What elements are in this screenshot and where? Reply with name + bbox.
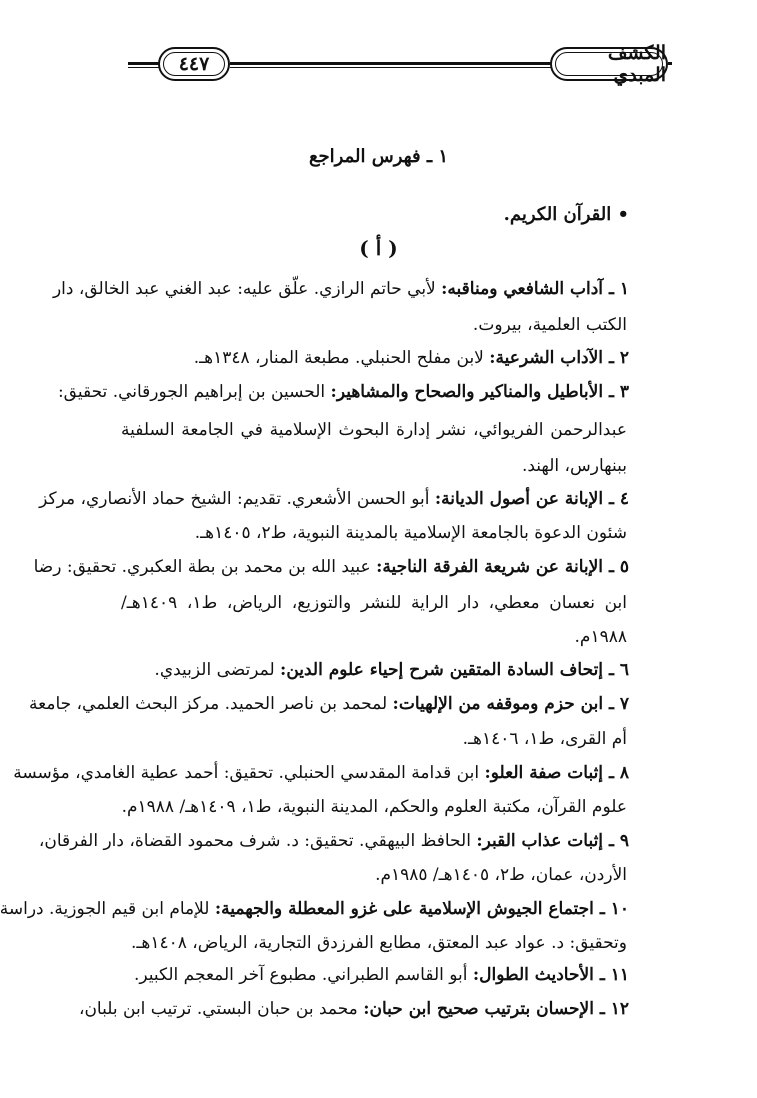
list-item-continuation: الأردن، عمان، ط٢، ١٤٠٥هـ/ ١٩٨٥م. (375, 865, 627, 885)
section-heading: ١ ـ فهرس المراجع (308, 146, 449, 167)
list-item: ٢ ـ الآداب الشرعية: لابن مفلح الحنبلي. مطبعة المنار، ١٣٤٨هـ. (193, 348, 629, 368)
quran-line: • القرآن الكريم. (503, 204, 629, 225)
list-item: ٥ ـ الإبانة عن شريعة الفرقة الناجية: عبيد الله بن محمد بن بطة العكبري. تحقيق: رضا (33, 557, 629, 577)
list-item: ٦ ـ إتحاف السادة المتقين شرح إحياء علوم الدين: لمرتضى الزبيدي. (154, 660, 629, 680)
book-title-box (550, 42, 668, 86)
list-item: ٩ ـ إثبات عذاب القبر: الحافظ البيهقي. تحقيق: د. شرف محمود القضاة، دار الفرقان، (38, 831, 629, 851)
list-item: ٧ ـ ابن حزم وموقفه من الإلهيات: لمحمد بن ناصر الحميد. مركز البحث العلمي، جامعة (29, 694, 629, 714)
running-header (0, 38, 757, 88)
list-item: ٣ ـ الأباطيل والمناكير والصحاح والمشاهير: الحسين بن إبراهيم الجورقاني. تحقيق: (57, 382, 629, 402)
header-rule-right (668, 62, 672, 65)
list-item-continuation: علوم القرآن، مكتبة العلوم والحكم، المدينة النبوية، ط١، ١٤٠٩هـ/ ١٩٨٨م. (121, 797, 627, 817)
book-title: الكشف المبدي (607, 42, 666, 86)
list-item: ١١ ـ الأحاديث الطوال: أبو القاسم الطبراني. مطبوع آخر المعجم الكبير. (133, 965, 629, 985)
header-rule-middle (230, 62, 552, 65)
header-rule-left-thin (128, 67, 160, 68)
list-item-continuation: وتحقيق: د. عواد عبد المعتق، مطابع الفرزدق التجارية، الرياض، ١٤٠٨هـ. (130, 933, 627, 953)
letter-heading: ( أ ) (359, 236, 398, 260)
list-item: ٤ ـ الإبانة عن أصول الديانة: أبو الحسن الأشعري. تقديم: الشيخ حماد الأنصاري، مركز (39, 489, 629, 509)
list-item-continuation: الكتب العلمية، بيروت. (472, 315, 627, 335)
list-item-continuation: ابن نعسان معطي، دار الراية للنشر والتوزيع، الرياض، ط١، ١٤٠٩هـ/ (121, 593, 628, 613)
list-item: ١ ـ آداب الشافعي ومناقبه: لأبي حاتم الرازي. علّق عليه: عبد الغني عبد الخالق، دار (52, 279, 629, 299)
header-rule-left (128, 62, 160, 65)
page-number: ٤٤٧ (178, 53, 210, 75)
list-item-continuation: عبدالرحمن الفريوائي، نشر إدارة البحوث الإسلامية في الجامعة السلفية (121, 420, 627, 440)
list-item: ١٠ ـ اجتماع الجيوش الإسلامية على غزو المعطلة والجهمية: للإمام ابن قيم الجوزية. دراسة (0, 899, 629, 919)
list-item-continuation: ١٩٨٨م. (574, 627, 627, 647)
list-item-continuation: ببنهارس، الهند. (521, 456, 627, 476)
page-number-box (158, 47, 230, 81)
list-item: ٨ ـ إثبات صفة العلو: ابن قدامة المقدسي الحنبلي. تحقيق: أحمد عطية الغامدي، مؤسسة (13, 763, 629, 783)
list-item-continuation: شئون الدعوة بالجامعة الإسلامية بالمدينة النبوية، ط٢، ١٤٠٥هـ. (194, 523, 627, 543)
list-item: ١٢ ـ الإحسان بترتيب صحيح ابن حبان: محمد بن حبان البستي. ترتيب ابن بلبان، (78, 999, 629, 1019)
header-rule-middle-thin (230, 67, 552, 68)
list-item-continuation: أم القرى، ط١، ١٤٠٦هـ. (462, 729, 627, 749)
